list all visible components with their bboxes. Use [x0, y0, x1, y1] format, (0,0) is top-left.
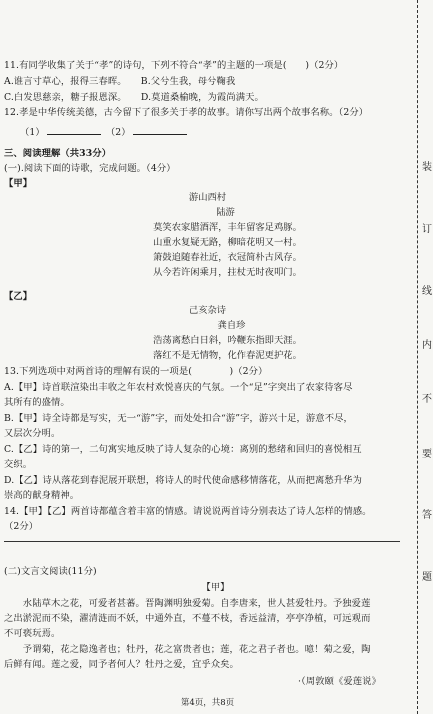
q13-option-b-cont: 又层次分明。	[4, 428, 61, 439]
blank-1-label: （1）	[20, 127, 45, 138]
answer-line[interactable]	[4, 541, 400, 542]
q13-option-d: D.【乙】诗从落花到春泥展开联想，将诗人的时代使命感移情落花，从而把离愁升华为	[4, 475, 362, 486]
poem1-line: 莫笑农家腊酒浑，丰年留客足鸡豚。	[153, 222, 302, 233]
classical-text-line: 水陆草木之花，可爱者甚蕃。晋陶渊明独爱菊。自李唐来，世人甚爱牡丹。予独爱莲	[4, 598, 371, 609]
poetry-subsection-heading: (一).阅读下面的诗歌，完成问题。（4分）	[4, 163, 176, 174]
q13-option-a: A.【甲】诗首联渲染出丰收之年农村欢悦喜庆的气氛。一个“足”字突出了农家待客尽	[4, 382, 353, 393]
poem1-line: 从今若许闲乘月，拄杖无时夜叩门。	[153, 267, 302, 278]
q13-option-c: C.【乙】诗的第一，二句寓实地反映了诗人复杂的心境：离别的愁绪和回归的喜悦相互	[4, 444, 362, 455]
blank-2-label: （2）	[105, 127, 131, 138]
section-3-heading: 三、阅读理解（共33分）	[4, 148, 112, 159]
margin-char: 要	[422, 449, 432, 460]
classical-text-line: 予谓菊，花之隐逸者也；牡丹，花之富贵者也；莲，花之君子者也。噫！菊之爱，陶	[4, 644, 371, 655]
q13-option-b: B.【甲】诗全诗都是写实，无一“游”字，而处处扣合“游”字，游兴十足，游意不尽，	[4, 413, 353, 424]
q13-stem: 13.下列选项中对两首诗的理解有误的一项是( )（2分）	[4, 366, 268, 377]
q14-stem: 14.【甲】【乙】两首诗都蕴含着丰富的情感。请说说两首诗分别表达了诗人怎样的情感。	[4, 506, 372, 517]
poem2-author: 龚自珍	[217, 320, 246, 331]
binding-margin-line	[417, 0, 418, 714]
poem1-line: 山重水复疑无路，柳暗花明又一村。	[153, 237, 302, 248]
classical-text-line: 后鲜有闻。莲之爱，同予者何人？牡丹之爱，宜乎众矣。	[4, 659, 239, 670]
poem-jia-label: 【甲】	[4, 178, 33, 189]
margin-char: 题	[422, 572, 432, 583]
q11-options-cd: C.白发思慈亲，糖子报恩深。 D.莫道桑榆晚，为霞尚满天。	[4, 92, 264, 103]
poem2-line: 浩荡离愁白日斜，吟鞭东指即天涯。	[153, 335, 302, 346]
page-number: 第4页，共8页	[180, 698, 235, 708]
classical-subsection-heading: (二)文言文阅读(11分)	[4, 566, 97, 577]
classical-text-line: 之出淤泥而不染，濯清涟而不妖，中通外直，不蔓不枝，香远益清，亭亭净植，可远观而	[4, 613, 371, 624]
q12-stem: 12.孝是中华传统美德，古今留下了很多关于孝的故事。请你写出两个故事名称。（2分）	[4, 107, 369, 118]
margin-char: 内	[422, 340, 432, 351]
poem1-author: 陆游	[216, 207, 235, 218]
classical-text-line: 不可亵玩焉。	[4, 628, 61, 639]
source-attribution: ·（周敦颐《爱莲说》	[298, 676, 381, 687]
q11-stem: 11.有同学收集了关于“孝”的诗句，下列不符合“孝”的主题的一项是( )（2分）	[4, 60, 344, 71]
q13-option-c-cont: 交织。	[4, 459, 33, 470]
poem1-line: 箫鼓追随春社近，衣冠简朴古风存。	[153, 252, 302, 263]
margin-char: 不	[422, 394, 432, 405]
margin-char: 线	[422, 286, 432, 297]
margin-char: 答	[422, 510, 432, 521]
classical-jia-label: 【甲】	[201, 582, 230, 593]
q13-option-a-cont: 其所有的盛情。	[4, 397, 70, 408]
q12-answer-blanks	[20, 125, 189, 139]
poem-yi-label: 【乙】	[4, 291, 33, 302]
poem2-title: 己亥杂诗	[188, 305, 227, 316]
q14-points: （2分）	[4, 521, 39, 532]
q11-options-ab: A.谁言寸草心，报得三春晖。 B.父兮生我，母兮鞠我	[4, 76, 236, 87]
poem1-title: 游山西村	[188, 192, 227, 203]
poem2-line: 落红不是无情物，化作春泥更护花。	[153, 350, 302, 361]
q13-option-d-cont: 崇高的献身精神。	[4, 490, 80, 501]
blank-1-line[interactable]	[47, 125, 101, 135]
blank-2-line[interactable]	[133, 125, 187, 135]
margin-char: 订	[422, 224, 432, 235]
margin-char: 装	[422, 162, 432, 173]
